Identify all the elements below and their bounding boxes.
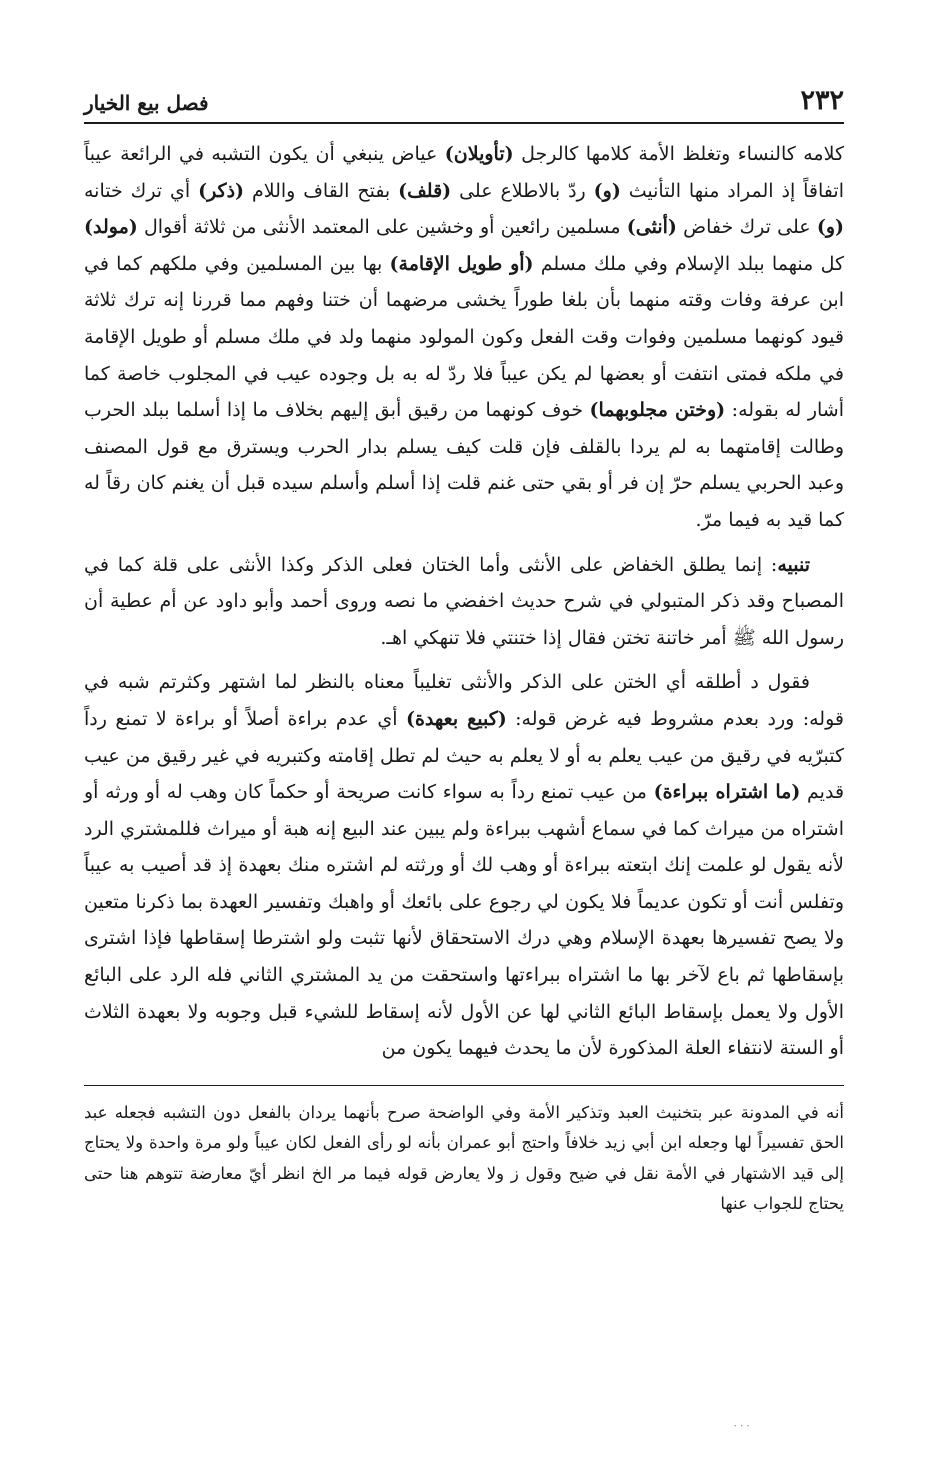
paragraph-2 [84,547,844,657]
bold-term: (أو طويل الإقامة) [389,252,534,275]
bold-term: (و) [593,179,621,202]
running-title: فصل بيع الخيار [84,91,209,115]
footnote-divider [84,1085,844,1086]
bold-term: (و) [816,216,844,239]
bold-term: (مولد) [84,216,138,239]
paragraph-1 [84,136,844,539]
text-run: بها بين المسلمين وفي ملكهم كما في ابن عرفة وفات وقته منهما بأن بلغا طوراً يخشى مرضهما أن ختنا وفهم مما قررنا إنه ترك ثلاثة قيود كونهما مسلمين وفوات وقت الفعل وكون المولود منهما ولد في ملك مسلم أو طويل الإقامة في ملكه فمتى انتفت أو بعضها لم يكن عيباً فلا ردّ له به بل وجوده عيب في المجلوب خاصة كما أشار له بقوله: [84,252,845,422]
page-number: ٢٣٢ [800,85,844,116]
text-run: خوف كونهما من رقيق أبق إليهم بخلاف ما إذا أسلما ببلد الحرب وطالت إقامتهما به لم يردا بالقلف فإن قلت كيف يسلم بدار الحرب ويسترق مع قول المصنف وعبد الحربي يسلم حرّ إن فر أو بقي حتى غنم قلت إذا أسلم وأسلم سيده قبل أن يغنم كان رقاً له كما قيد به فيما مرّ. [84,399,844,531]
text-run: ردّ بالاطلاع على [451,179,594,202]
page-mark: ٠٠٠ [732,1418,752,1432]
bold-term: (ما اشتراه ببراءة) [653,781,801,804]
text-run: على ترك خفاض [676,216,817,239]
text-run: أي ترك ختانه [84,179,199,202]
text-run: كل منهما ببلد الإسلام وفي ملك مسلم [533,252,844,275]
text-run: مسلمين رائعين أو وخشين على المعتمد الأنثى من ثلاثة أقوال [137,216,627,239]
text-run: كلامه كالنساء وتغلظ الأمة كلامها كالرجل [513,143,844,165]
text-run: فقول د أطلقه أي الختن على الذكر والأنثى تغليباً معناه بالنظر لما اشتهر وكثرتم شبه في قوله: ورد بعدم مشروط فيه غرض قوله: [84,671,844,730]
footnotes [84,1098,844,1220]
page-header [84,82,844,124]
bold-term: (أنثى) [626,216,677,239]
bold-term: تنبيه [777,553,810,576]
bold-term: (قلف) [398,179,452,202]
text-run: من عيب تمنع رداً به سواء كانت صريحة أو حكماً كان وهب له أو ورثه أو اشتراه من ميراث كما في سماع أشهب ببراءة ولم يبين عند البيع إنه هبة أو ميراث فللمشتري الرد لأنه يقول لو علمت إنك ابتعته ببراءة أو وهب لك أو ورثته لم اشتره منك بعهدة إذ قد أصيب به عيباً وتفلس أنت أو تكون عديماً فلا يكون لي رجوع على بائعك أو واهبك وتفسير العهدة بما ذكرنا متعين ولا يصح تفسيرها بعهدة الإسلام وهي درك الاستحقاق لأنها تثبت ولو اشترطا إسقاطها فإذا اشترى بإسقاطها ثم باع لآخر بها ما اشتراه ببراءتها واستحقت من يد المشتري الثاني فله الرد على البائع الأول ولا يعمل بإسقاط البائع الثاني لها عن الأول لأنه إسقاط للشيء قبل وجوبه ولا بعهدة الثلاث أو الستة لانتفاء العلة المذكورة لأن ما يحدث فيهما يكون من [84,781,844,1060]
text-run: عياض ينبغي أن يكون التشبه في الرائعة عيباً اتفاقاً إذ المراد منها التأنيث [84,143,844,202]
bold-term: (كبيع بعهدة) [405,707,507,730]
bold-term: (وختن مجلوبهما) [589,399,726,422]
main-text [84,136,844,1067]
text-run: بفتح القاف واللام [244,179,399,202]
footnote-text: أنه في المدونة عبر بتخنيث العبد وتذكير الأمة وفي الواضحة صرح بأنهما يردان بالفعل دون التشبه فجعله عبد الحق تفسيراً لها وجعله ابن أبي زيد خلافاً واحتج أبو عمران بأنه لو رأى الفعل لكان عيباً ولو مرة واحدة ولا يحتاج إلى قيد الاشتهار في الأمة نقل في ضيح وقول ز ولا يعارض قوله فيما مر الخ انظر أيّ معارضة تتوهم هنا حتى يحتاج للجواب عنها [84,1102,844,1214]
bold-term: (ذكر) [198,179,245,202]
text-run: : إنما يطلق الخفاض على الأنثى وأما الختان فعلى الذكر وكذا الأنثى على قلة كما في المصباح وقد ذكر المتبولي في شرح حديث اخفضي ما نصه وروى أحمد وأبو داود عن أم عطية أن رسول الله ﷺ أمر خاتنة تختن فقال إذا ختنتي فلا تنهكي اهـ. [84,553,844,649]
bold-term: (تأويلان) [444,143,514,165]
book-page [84,82,844,1220]
paragraph-3 [84,664,844,1067]
text-run: أي عدم براءة أصلاً أو براءة لا تمنع رداً كتبرّيه في رقيق من عيب يعلم به أو لا يعلم به حيث لم تطل إقامته وكتبريه في غير رقيق من عيب قديم [84,707,845,804]
